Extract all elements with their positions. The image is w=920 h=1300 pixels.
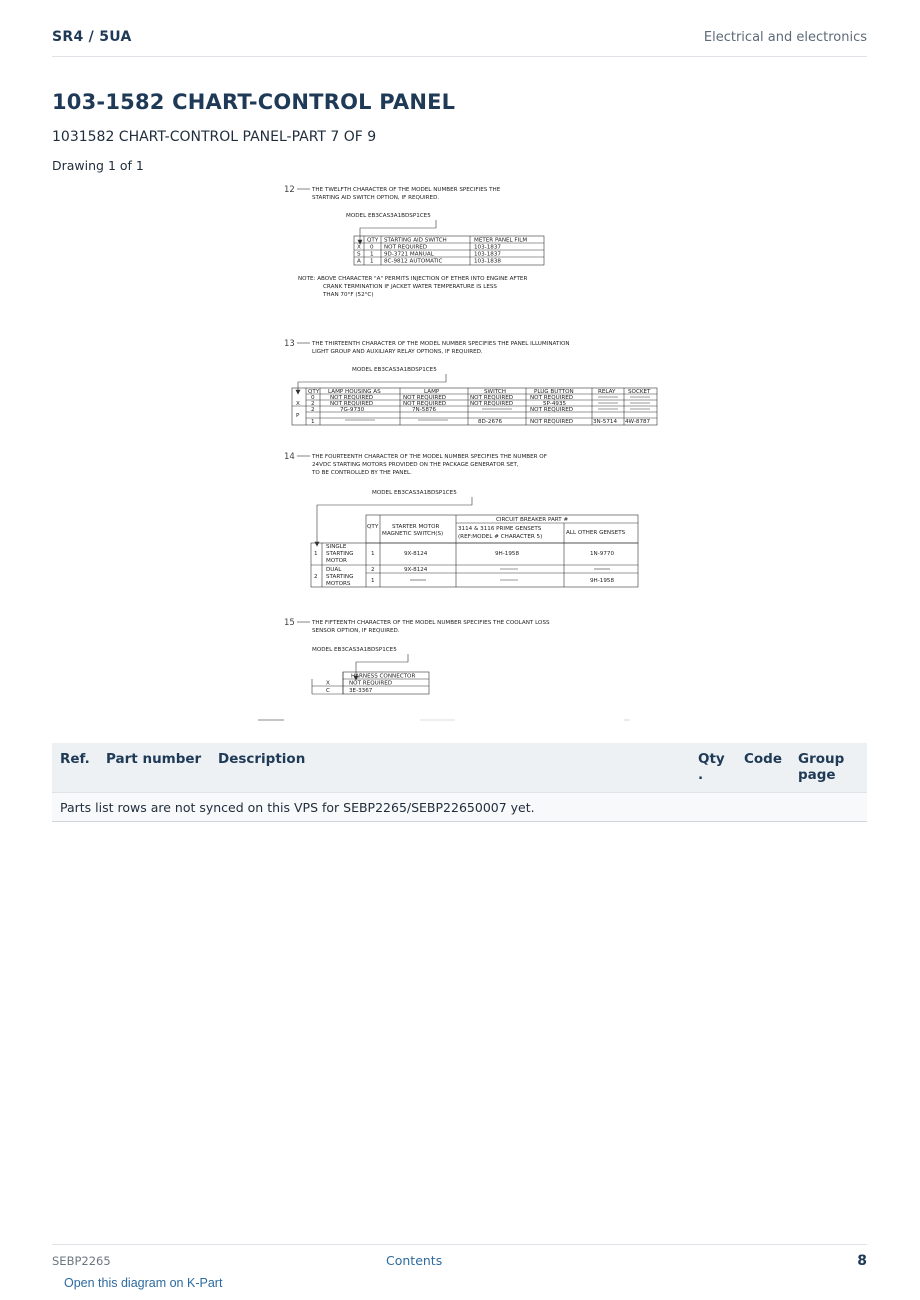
section-13-header: RELAY — [598, 389, 616, 395]
section-14-number: 14 — [284, 452, 295, 462]
drawing-label: Drawing 1 of 1 — [52, 158, 144, 173]
section-14-cell: 1N-9770 — [590, 551, 614, 557]
section-13-cell: 1 — [311, 419, 315, 425]
section-13-cell: 7G-9730 — [340, 407, 365, 413]
section-14-header: (REF:MODEL # CHARACTER 5) — [458, 534, 543, 540]
section-12-number: 12 — [284, 185, 295, 195]
contents-link[interactable]: Contents — [386, 1253, 443, 1268]
section-12-cell: 103-1837 — [474, 251, 501, 258]
section-13-cell: 7N-5876 — [412, 407, 436, 413]
section-13-cell: 2 — [311, 401, 315, 407]
section-13-cell: 4W-8787 — [625, 419, 651, 425]
page-subtitle: 1031582 CHART-CONTROL PANEL-PART 7 OF 9 — [52, 129, 377, 145]
section-12-note: CRANK TERMINATION IF JACKET WATER TEMPERATURE IS LESS — [323, 284, 497, 290]
section-13-cell: 3N-5714 — [593, 419, 617, 425]
column-header-ref: Ref. — [52, 743, 98, 793]
parts-list-table — [52, 743, 867, 822]
section-15-number: 15 — [284, 618, 295, 628]
section-13-cell: NOT REQUIRED — [530, 395, 574, 401]
section-14-cell: 2 — [314, 574, 318, 580]
section-14-header: 3114 & 3116 PRIME GENSETS — [458, 526, 542, 532]
section-13-header: LAMP — [424, 389, 440, 395]
page-header — [52, 28, 867, 57]
section-15-cell: C — [326, 688, 330, 694]
section-13-cell: NOT REQUIRED — [470, 401, 514, 407]
section-13-header: SOCKET — [628, 389, 651, 395]
section-13-cell: NOT REQUIRED — [470, 395, 514, 401]
document-id: SEBP2265 — [52, 1254, 111, 1268]
section-12-cell: A — [357, 258, 361, 265]
section-14-cell: DUAL — [326, 567, 342, 573]
section-13-cell: NOT REQUIRED — [530, 407, 574, 413]
section-12-header: QTY — [367, 237, 379, 244]
section-14-cell: 1 — [314, 551, 318, 557]
section-14-header: CIRCUIT BREAKER PART # — [496, 517, 569, 523]
diagram-section-15 — [284, 618, 550, 694]
parts-sync-message: Parts list rows are not synced on this VPS for SEBP2265/SEBP22650007 yet. — [52, 793, 867, 822]
section-13-cell: P — [296, 413, 300, 419]
diagram-section-14 — [284, 452, 638, 587]
column-header-group-page: Group page — [790, 743, 867, 793]
section-14-header: MAGNETIC SWITCH(S) — [382, 531, 444, 537]
section-15-cell: X — [326, 680, 330, 687]
section-13-cell: 0 — [311, 395, 315, 401]
section-13-cell: 2 — [311, 407, 315, 413]
section-13-number: 13 — [284, 339, 295, 349]
diagram-section-12 — [284, 185, 544, 298]
section-13-model: MODEL EB3CAS3A1BDSP1CE5 — [352, 367, 437, 373]
section-15-model: MODEL EB3CAS3A1BDSP1CE5 — [312, 647, 397, 653]
section-13-cell: NOT REQUIRED — [330, 401, 374, 407]
section-13-cell: NOT REQUIRED — [403, 401, 447, 407]
page-number: 8 — [857, 1253, 867, 1269]
section-12-note: NOTE: ABOVE CHARACTER "A" PERMITS INJECTION OF ETHER INTO ENGINE AFTER — [298, 276, 528, 282]
section-14-model: MODEL EB3CAS3A1BDSP1CE5 — [372, 490, 457, 496]
section-12-cell: X — [357, 244, 361, 251]
section-14-cell: STARTING — [326, 551, 354, 557]
section-13-header: SWITCH — [484, 389, 506, 395]
section-14-text-line: 24VDC STARTING MOTORS PROVIDED ON THE PACKAGE GENERATOR SET, — [312, 462, 519, 468]
section-14-cell: 9H-1958 — [495, 551, 520, 557]
section-14-cell: 1 — [371, 551, 375, 557]
section-13-cell: 5P-4935 — [543, 401, 567, 407]
section-12-cell: 8C-9812 AUTOMATIC — [384, 258, 443, 265]
section-13-cell: NOT REQUIRED — [330, 395, 374, 401]
section-15-text-line: THE FIFTEENTH CHARACTER OF THE MODEL NUMBER SPECIFIES THE COOLANT LOSS — [312, 620, 550, 626]
section-12-text-line: THE TWELFTH CHARACTER OF THE MODEL NUMBER SPECIFIES THE — [312, 187, 501, 193]
section-14-cell: 9X-8124 — [404, 567, 428, 573]
section-12-header: STARTING AID SWITCH — [384, 237, 447, 244]
column-header-qty: Qty . — [690, 743, 736, 793]
section-13-header: QTY — [308, 389, 320, 395]
section-13-text-line: LIGHT GROUP AND AUXILIARY RELAY OPTIONS, IF REQUIRED. — [312, 349, 483, 355]
section-12-cell: 103-1837 — [474, 244, 501, 251]
section-14-header: QTY — [367, 524, 379, 530]
section-14-cell: STARTING — [326, 574, 354, 580]
section-12-cell: 103-1838 — [474, 258, 501, 265]
section-label: Electrical and electronics — [703, 30, 867, 45]
column-header-code: Code — [736, 743, 790, 793]
section-12-text-line: STARTING AID SWITCH OPTION, IF REQUIRED. — [312, 195, 440, 201]
section-14-cell: 9H-1958 — [590, 578, 615, 584]
section-12-cell: S — [357, 251, 361, 258]
section-14-cell: MOTOR — [326, 558, 347, 564]
section-15-cell: 3E-3367 — [349, 688, 373, 694]
section-13-header: PLUG BUTTON — [534, 389, 574, 395]
section-14-text-line: TO BE CONTROLLED BY THE PANEL. — [312, 470, 412, 476]
section-13-cell: NOT REQUIRED — [530, 419, 574, 425]
column-header-part-number: Part number — [98, 743, 210, 793]
section-12-cell: 1 — [370, 251, 374, 258]
section-14-text-line: THE FOURTEENTH CHARACTER OF THE MODEL NUMBER SPECIFIES THE NUMBER OF — [312, 454, 547, 460]
section-14-cell: 2 — [371, 567, 375, 573]
section-12-header: METER PANEL FILM — [474, 237, 528, 244]
section-13-header: LAMP HOUSING AS — [328, 389, 381, 395]
section-13-cell: 8D-2676 — [478, 419, 503, 425]
section-14-cell: 9X-8124 — [404, 551, 428, 557]
section-14-cell: 1 — [371, 578, 375, 584]
section-12-cell: NOT REQUIRED — [384, 244, 428, 251]
section-14-header: STARTER MOTOR — [392, 524, 440, 530]
column-header-description: Description — [210, 743, 690, 793]
section-12-cell: 1 — [370, 258, 374, 265]
section-12-note: THAN 70°F (52°C) — [323, 292, 374, 298]
section-13-text-line: THE THIRTEENTH CHARACTER OF THE MODEL NUMBER SPECIFIES THE PANEL ILLUMINATION — [312, 341, 570, 347]
breadcrumb[interactable]: SR4 / 5UA — [52, 29, 132, 45]
parts-diagram[interactable] — [250, 178, 670, 724]
section-14-cell: SINGLE — [326, 544, 347, 550]
section-15-cell: NOT REQUIRED — [349, 680, 393, 687]
section-12-cell: 9D-3721 MANUAL — [384, 251, 434, 258]
section-14-header: ALL OTHER GENSETS — [566, 530, 626, 536]
section-15-text-line: SENSOR OPTION, IF REQUIRED. — [312, 628, 400, 634]
page-title: 103-1582 CHART-CONTROL PANEL — [52, 90, 456, 114]
section-12-cell: 0 — [370, 244, 374, 251]
section-15-header: HARNESS CONNECTOR — [351, 673, 416, 680]
section-13-cell: X — [296, 401, 300, 407]
diagram-section-13 — [284, 339, 657, 425]
section-12-model: MODEL EB3CAS3A1BDSP1CE5 — [346, 213, 431, 219]
table-row — [52, 793, 867, 822]
section-14-cell: MOTORS — [326, 581, 351, 587]
parts-table-header-row — [52, 743, 867, 793]
kpart-link[interactable]: Open this diagram on K-Part — [64, 1276, 223, 1290]
section-13-cell: NOT REQUIRED — [403, 395, 447, 401]
